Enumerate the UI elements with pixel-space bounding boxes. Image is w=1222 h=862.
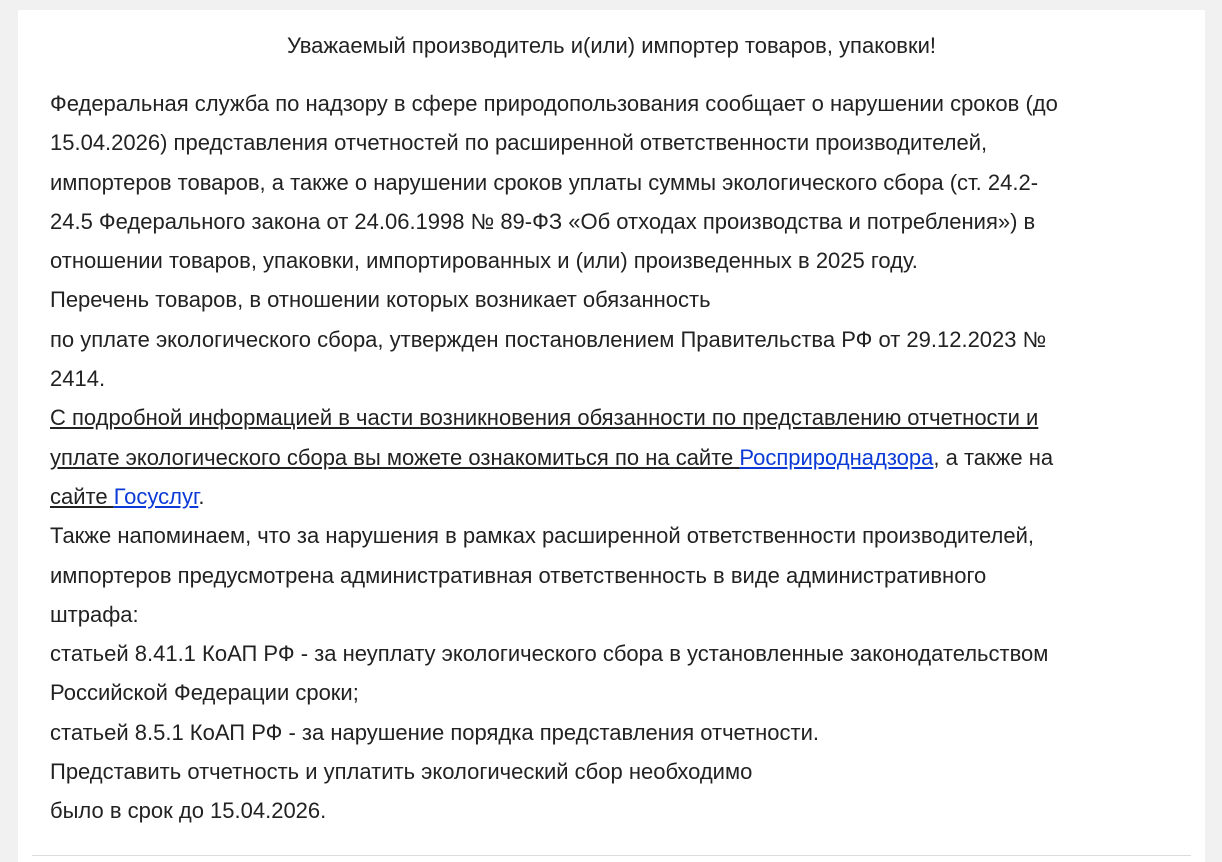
- message-body: [50, 84, 1160, 831]
- message-heading: Уважаемый производитель и(или) импортер товаров, упаковки!: [286, 33, 937, 58]
- body-line: отношении товаров, упаковки, импортированных и (или) произведенных в 2025 году.: [50, 248, 918, 274]
- body-line: было в срок до 15.04.2026.: [50, 798, 327, 824]
- body-line: 24.5 Федерального закона от 24.06.1998 № 89-ФЗ «Об отходах производства и потребления») в: [50, 208, 1036, 234]
- body-line: импортеров товаров, а также о нарушении сроков уплаты суммы экологического сбора (ст. 24.2-: [50, 169, 1039, 195]
- info-text: , а также на: [933, 444, 1054, 470]
- body-line: 2414.: [50, 366, 106, 392]
- body-line: Представить отчетность и уплатить экологический сбор необходимо: [50, 759, 753, 785]
- body-line: Также напоминаем, что за нарушения в рамках расширенной ответственности производителей,: [50, 523, 1035, 549]
- body-line: 15.04.2026) представления отчетностей по расширенной ответственности производителей,: [50, 130, 988, 156]
- message-card: [18, 10, 1205, 862]
- body-line: по уплате экологического сбора, утвержден постановлением Правительства РФ от 29.12.2023 №: [50, 326, 1047, 352]
- body-line: Российской Федерации сроки;: [50, 680, 359, 706]
- info-text: уплате экологического сбора вы можете ознакомиться по на сайте: [50, 444, 740, 470]
- body-line: штрафа:: [50, 601, 139, 627]
- info-text: сайте: [50, 483, 114, 509]
- footer-divider: [32, 855, 1191, 856]
- body-line: статьей 8.41.1 КоАП РФ - за неуплату экологического сбора в установленные законодательством: [50, 641, 1049, 667]
- body-line: Федеральная служба по надзору в сфере природопользования сообщает о нарушении сроков (до: [50, 91, 1058, 116]
- info-text: .: [198, 483, 205, 509]
- info-line: С подробной информацией в части возникновения обязанности по представлению отчетности и: [50, 405, 1039, 431]
- body-line: статьей 8.5.1 КоАП РФ - за нарушение порядка представления отчетности.: [50, 719, 819, 745]
- info-line-with-link: [50, 477, 1160, 516]
- gosuslugi-link[interactable]: Госуслуг: [113, 483, 199, 509]
- body-line: импортеров предусмотрена административная ответственность в виде административного: [50, 562, 987, 588]
- rosprirodnadzor-link[interactable]: Росприроднадзора: [739, 444, 934, 470]
- info-line-with-link: [50, 438, 1160, 477]
- body-line: Перечень товаров, в отношении которых возникает обязанность: [50, 287, 711, 313]
